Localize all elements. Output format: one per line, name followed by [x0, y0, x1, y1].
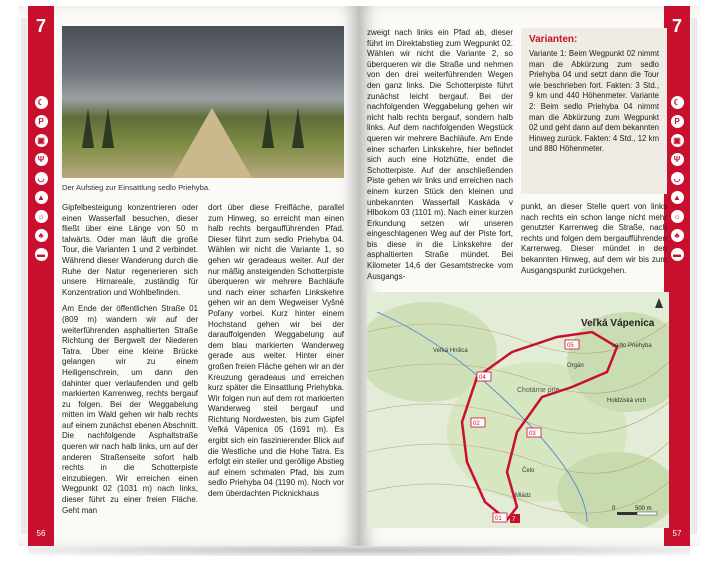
map-label: Holdziská vrch: [607, 398, 647, 404]
text-column-2: [521, 202, 667, 282]
svg-text:500 m: 500 m: [635, 506, 652, 512]
sun-icon: ☼: [35, 210, 48, 223]
waypoint-05: [565, 340, 579, 349]
right-page: [359, 6, 700, 546]
icon-column: [28, 96, 54, 261]
paragraph: dort über diese Freifläche, parallel zum Hinweg, so erreicht man einen halb rechts bergaufführenden Pfad. Dieser führt zum sedlo Priehyba 04. Wählen wir nicht die Variante 1, so gehen wir geradeaus weiter. Auf der nur mäßig ansteigenden Schotterpiste überqueren wir mehrere Bachläufe und nach einer scharfen Linkskehre gehen wir an dem Wegweiser Vyšné Poľany vorbei. Kurz hinter einem Hochstand gehen wir bei der darauffolgenden Weggabelung auf dem blau markierten Wanderweg gerade aus weiter. Hinter einer großen freien Fläche gehen wir an der Kreuzung geradeaus und erreichen kurz später die Einsattlung Priehybka. Wir folgen nun auf dem rot markierten Wanderweg steil bergauf und Richtung Nordwesten, bis zum Gipfel Veľká Vápenica 05 (1691 m). Es ergibt sich ein faszinierender Blick auf die Westliche und die Hohe Tatra. Es erfolgt ein steiler und geröllige Abstieg auf einem schmalen Pfad, bis zum sedlo Priehyba 04 (1190 m). Noch vor dem überdachten Picknickhaus: [208, 203, 344, 499]
icon-column: [664, 96, 690, 261]
leaf-icon: ♣: [671, 229, 684, 242]
paragraph: zweigt nach links ein Pfad ab, dieser führt im Direktabstieg zum Wegpunkt 02. Wählen wir nicht die Variante 2, so überqueren wir die Straße und nehmen von den drei weiterführenden Wegen den ganz links. Die Schotterpiste führt zunächst leicht bergauf. Bei der nachfolgenden Weggabelung gehen wir nicht halb rechts bergauf, sondern halb links. Auf dem nachfolgenden Wegstück queren wir mehrere Bachläufe. Am Ende einer scharfen Linkskehre, hier befindet sich auch eine Holzhütte, endet die Schotterpiste. Auf der anschließenden Piste gehen wir links und erreichen nach einem kurzen Stück den kleinen und unbekannten Wasserfall Kaskáda v Hlbokom 03 (1101 m). Nach einer kurzen Erkundung setzen wir unseren eingeschlagenen Weg auf der Piste fort, bis diese in die Linkskehre der asphaltierten Straße mündet. Bei Kilometer 14,6 der Gesamtstrecke vom Ausgangs-: [367, 28, 513, 281]
variants-box: [521, 28, 667, 194]
route-map: [367, 292, 669, 528]
cup-icon: ◡: [35, 172, 48, 185]
map-label: Veľká Hnilica: [433, 348, 468, 354]
waypoint-04: [477, 372, 491, 381]
waypoint-03: [527, 428, 541, 437]
sun-icon: ☼: [671, 210, 684, 223]
page-number: 57: [672, 529, 682, 538]
fork-knife-icon: Ψ: [671, 153, 684, 166]
book-spread: [18, 6, 700, 546]
cup-icon: ◡: [671, 172, 684, 185]
fork-knife-icon: Ψ: [35, 153, 48, 166]
tree: [82, 108, 94, 148]
text-column-1: [367, 28, 513, 288]
moon-icon: ☾: [671, 96, 684, 109]
photo-caption: Der Aufstieg zur Einsattlung sedlo Priehyba.: [62, 183, 211, 192]
mountain-icon: ▲: [671, 191, 684, 204]
tree: [102, 108, 114, 148]
map-label: Chotárne prie: [517, 387, 560, 394]
bed-icon: ▬: [671, 248, 684, 261]
paragraph: Gipfelbesteigung konzentrieren oder einen Wasserfall besuchen, dieser fließt über eine Länge von 50 m talwärts. Oder man läuft die große Tour, die Varianten 1 und 2 verbindet. Während dieser Wanderung durch die Ruhe der Natur regenerieren sich unsere Hirnareale, zuständig für Konzentration und Wohlbefinden.: [62, 203, 198, 297]
variants-title: Varianten:: [529, 34, 578, 45]
chapter-number: 7: [671, 16, 682, 36]
page-edge: [21, 18, 27, 534]
svg-text:02: 02: [473, 421, 480, 427]
paragraph: Am Ende der öffentlichen Straße 01 (809 m) wandern wir auf der weiterführenden asphaltierten Straße Richtung der Bergwelt der Niederen Tatra. Über eine kleine Brücke gelangen wir zu einem Heiligenschrein, um dann den dahinter quer verlaufenden und gelb markierten Karrenweg, rechts bergauf zu folgen. Bei der Weggabelung mitten im Wald gehen wir halb rechts auf einem zunächst ebenen Abschnitt. Die nachfolgende Asphaltstraße queren wir nach halb links, um auf der anderen Straßenseite sofort halb rechts in die Schotterpiste einzubiegen. Wir erreichen einen Wegpunkt 02 (1031 m) nach links, dieser führt zu einer freien Fläche. Geht man: [62, 304, 198, 515]
tree: [262, 108, 274, 148]
text-column-2: [208, 203, 344, 506]
map-label: Čelo: [522, 468, 535, 474]
bus-icon: ▣: [671, 134, 684, 147]
variants-text: Variante 1: Beim Wegpunkt 02 nimmt man die Abkürzung zum sedlo Priehyba 04 und setzt dann die Tour wie beschrieben fort. Fakten: 3 Std., 9 km und 440 Höhenmeter. Variante 2: Beim sedlo Priehyba 04 nimmt man die Abkürzung zum Wegpunkt 02 und geht dann auf dem bekannten Hinweg zurück. Fakten: 4 Std., 12 km und 880 Höhenmeter.: [529, 49, 659, 154]
map-label: sedlo Priehyba: [612, 343, 652, 349]
bed-icon: ▬: [35, 248, 48, 261]
map-svg: [367, 292, 669, 528]
page-number: 56: [36, 529, 46, 538]
svg-text:0: 0: [612, 506, 616, 512]
svg-text:03: 03: [529, 431, 536, 437]
waypoint-01: [493, 513, 507, 522]
page-edge: [691, 18, 697, 534]
chapter-number: 7: [35, 16, 46, 36]
map-label: Mládz: [515, 493, 532, 499]
left-page: [18, 6, 359, 546]
mountain-icon: ▲: [35, 191, 48, 204]
paragraph: punkt, an dieser Stelle quert von links nach rechts ein schon lange nicht mehr genutzter Karrenweg die Straße, nach rechts und folgen dem bergaufführenden Karrenweg. Dieser mündet in den bekannten Hinweg, auf dem wir bis zum Ausgangspunkt zurückgehen.: [521, 202, 667, 275]
map-summit-label: Veľká Vápenica: [581, 318, 655, 329]
svg-text:05: 05: [567, 343, 574, 349]
text-column-1: [62, 203, 198, 522]
parking-icon: P: [35, 115, 48, 128]
chapter-sidebar-left: [28, 6, 54, 546]
parking-icon: P: [671, 115, 684, 128]
leaf-icon: ♣: [35, 229, 48, 242]
moon-icon: ☾: [35, 96, 48, 109]
svg-text:01: 01: [495, 516, 502, 522]
svg-text:7: 7: [512, 517, 516, 523]
start-flag-icon: [510, 514, 520, 523]
trail-path: [172, 108, 252, 178]
waypoint-02: [471, 418, 485, 427]
bus-icon: ▣: [35, 134, 48, 147]
map-label: Orgán: [567, 363, 584, 369]
tree: [292, 108, 304, 148]
svg-text:04: 04: [479, 375, 486, 381]
trail-photo: [62, 26, 344, 178]
